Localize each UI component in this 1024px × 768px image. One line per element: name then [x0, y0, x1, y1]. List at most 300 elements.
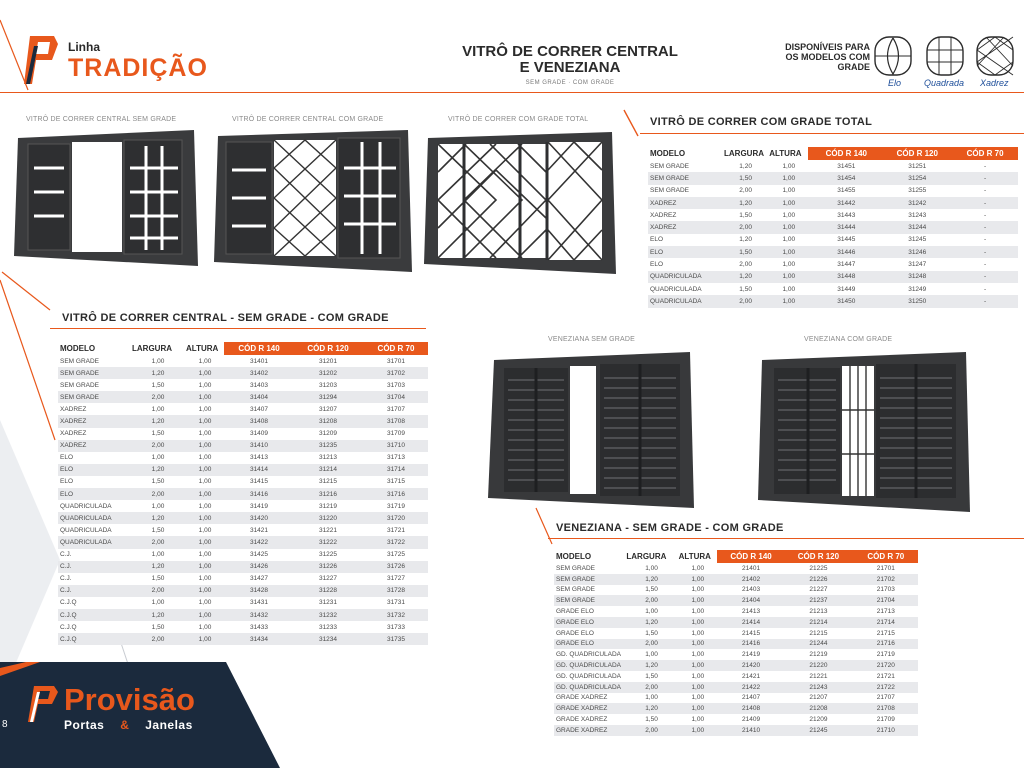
cell-modelo: ELO: [58, 464, 130, 476]
cell-r120: 31235: [292, 440, 362, 452]
cell-r140: 31447: [837, 261, 856, 269]
cell-r140: 21403: [742, 586, 761, 594]
cell-r120: 21219: [809, 651, 828, 659]
cell-largura: 1,50: [151, 478, 165, 486]
cell-r120: 21208: [783, 703, 851, 714]
cell-r120: 31248: [882, 271, 950, 283]
cell-modelo: XADREZ: [58, 440, 130, 452]
cell-largura: 2,00: [130, 633, 184, 645]
table-row: [58, 512, 428, 524]
cell-r140: 21419: [742, 651, 761, 659]
table-row: [58, 464, 428, 476]
cell-largura: 1,20: [739, 162, 752, 170]
cell-r70: 31721: [386, 526, 406, 534]
cell-largura: 1,00: [151, 502, 165, 510]
cell-r120: 21237: [783, 595, 851, 606]
cell-r140: 31419: [249, 502, 269, 510]
cell-r120: 31221: [318, 526, 338, 534]
cell-modelo: QUADRICULADA: [650, 285, 702, 293]
cell-r70: 21704: [852, 595, 918, 606]
accent-slash-2: [0, 270, 60, 330]
cell-r120: 31254: [882, 172, 950, 184]
cell-largura: 2,00: [130, 488, 184, 500]
cell-largura: 1,20: [624, 574, 676, 585]
cell-r70: 31714: [362, 464, 428, 476]
page-title-line2: E VENEZIANA: [519, 59, 621, 76]
cell-largura: 2,00: [130, 536, 184, 548]
cell-altura: 1,00: [677, 595, 717, 606]
cell-altura: 1,00: [677, 617, 717, 628]
cell-largura: 1,50: [645, 716, 658, 724]
table-row: [554, 606, 918, 617]
cell-modelo: ELO: [650, 236, 664, 244]
cell-largura: 1,20: [130, 609, 184, 621]
table-grade-total-divider: [640, 133, 1024, 134]
cell-r70: 21721: [876, 672, 895, 680]
cell-r120: 31207: [318, 405, 338, 413]
col-largura: LARGURA: [724, 149, 764, 158]
cell-largura: 1,00: [151, 599, 165, 607]
cell-r70: 31719: [386, 502, 406, 510]
cell-altura: 1,00: [677, 725, 717, 736]
cell-r140: 31443: [837, 211, 856, 219]
cell-modelo: GD. QUADRICULADA: [554, 682, 624, 693]
provisao-brand-name: Provisão: [64, 682, 195, 717]
table-row: [648, 209, 1018, 221]
cell-altura: 1,00: [691, 716, 705, 724]
accent-slash: [622, 108, 640, 138]
cell-altura: 1,00: [184, 464, 224, 476]
cell-r140: 21409: [742, 716, 761, 724]
cell-modelo: SEM GRADE: [58, 367, 130, 379]
table-row: [58, 488, 428, 500]
table-row: [648, 197, 1018, 209]
cell-largura: 2,00: [722, 221, 767, 233]
col-r120: CÓD R 120: [882, 147, 950, 160]
cell-r120: 21213: [809, 608, 828, 616]
cell-r70: -: [950, 295, 1018, 307]
cell-modelo: QUADRICULADA: [648, 295, 722, 307]
table-central-divider: [50, 328, 426, 329]
cell-largura: 1,50: [739, 211, 752, 219]
cell-r70: 31726: [362, 561, 428, 573]
cell-r120: 21207: [809, 694, 828, 702]
cell-r70: 21702: [852, 574, 918, 585]
available-line2: OS MODELOS COM: [785, 52, 870, 62]
cell-r140: 31407: [249, 405, 269, 413]
cell-r70: -: [983, 162, 987, 170]
table-row: [648, 221, 1018, 233]
cell-modelo: QUADRICULADA: [60, 526, 112, 534]
logo-tradicao-text: TRADIÇÃO: [68, 54, 208, 82]
cell-r140: 21422: [717, 682, 783, 693]
col-r70: CÓD R 70: [852, 550, 918, 563]
cell-altura: 1,00: [677, 639, 717, 650]
cell-altura: 1,00: [198, 623, 212, 631]
table-row: [648, 246, 1018, 258]
cell-r120: 21245: [783, 725, 851, 736]
caption-central-sem-grade: VITRÔ DE CORRER CENTRAL SEM GRADE: [26, 116, 177, 123]
cell-r70: 31709: [386, 430, 406, 438]
page-title: [430, 44, 710, 76]
table-row: [58, 573, 428, 585]
portas-janelas-tagline: [64, 718, 193, 732]
cell-r70: 31707: [386, 405, 406, 413]
table-row: [58, 355, 428, 367]
cell-modelo: XADREZ: [648, 197, 722, 209]
cell-r140: 21407: [742, 694, 761, 702]
cell-altura: 1,00: [198, 357, 212, 365]
available-for-grade-label: [770, 42, 870, 72]
col-altura: ALTURA: [186, 344, 219, 353]
cell-r140: 31404: [224, 391, 292, 403]
caption-grade-total: VITRÔ DE CORRER COM GRADE TOTAL: [448, 116, 589, 123]
table-row: [648, 172, 1018, 184]
cell-largura: 1,50: [151, 575, 165, 583]
cell-r120: 31294: [292, 391, 362, 403]
table-row: [554, 671, 918, 682]
cell-modelo: GRADE ELO: [554, 639, 624, 650]
cell-modelo: C.J.Q: [58, 609, 130, 621]
cell-altura: 1,00: [782, 162, 796, 170]
cell-altura: 1,00: [782, 285, 796, 293]
table-row: [58, 597, 428, 609]
window-grade-total-image: [424, 130, 616, 276]
cell-r140: 31401: [249, 357, 269, 365]
cell-r70: 21707: [876, 694, 895, 702]
cell-modelo: XADREZ: [60, 405, 87, 413]
table-row: [554, 649, 918, 660]
cell-r120: 31244: [882, 221, 950, 233]
window-central-sem-grade-image: [14, 128, 198, 268]
table-row: [554, 628, 918, 639]
table-row: [554, 703, 918, 714]
cell-modelo: SEM GRADE: [58, 391, 130, 403]
cell-r70: -: [983, 285, 987, 293]
col-largura: LARGURA: [132, 344, 172, 353]
table-row: [58, 561, 428, 573]
tradicao-logo-icon: [24, 36, 58, 84]
cell-modelo: GD. QUADRICULADA: [554, 660, 624, 671]
cell-modelo: C.J.: [60, 551, 72, 559]
cell-r120: 31249: [908, 285, 927, 293]
cell-r70: 21715: [876, 629, 895, 637]
cell-r140: 31425: [249, 551, 269, 559]
table-row: [58, 428, 428, 440]
cell-r140: 31444: [808, 221, 882, 233]
table-row: [58, 415, 428, 427]
cell-r70: 31735: [362, 633, 428, 645]
table-row: [554, 725, 918, 736]
cell-altura: 1,00: [677, 682, 717, 693]
table-row: [58, 609, 428, 621]
cell-r120: 31227: [318, 575, 338, 583]
cell-altura: 1,00: [767, 197, 808, 209]
cell-r120: 21209: [809, 716, 828, 724]
quadrada-grade-icon: [926, 36, 964, 76]
cell-r70: -: [983, 187, 987, 195]
cell-r140: 31432: [224, 609, 292, 621]
cell-r70: 21716: [852, 639, 918, 650]
cell-r70: 31720: [362, 512, 428, 524]
cell-altura: 1,00: [691, 629, 705, 637]
cell-r70: 21709: [876, 716, 895, 724]
quadrada-label: Quadrada: [924, 78, 965, 88]
cell-modelo: SEM GRADE: [60, 357, 100, 365]
table-row: [648, 258, 1018, 270]
cell-altura: 1,00: [677, 574, 717, 585]
cell-r70: -: [950, 246, 1018, 258]
cell-r120: 31246: [882, 246, 950, 258]
cell-r70: 21708: [852, 703, 918, 714]
cell-r120: 31231: [318, 599, 338, 607]
cell-r120: 21221: [809, 672, 828, 680]
cell-modelo: QUADRICULADA: [58, 512, 130, 524]
col-altura: ALTURA: [678, 552, 711, 561]
cell-largura: 1,50: [151, 526, 165, 534]
cell-modelo: XADREZ: [60, 430, 87, 438]
cell-r120: 31220: [292, 512, 362, 524]
cell-r120: 31209: [318, 430, 338, 438]
cell-largura: 1,00: [645, 564, 658, 572]
table-row: [648, 234, 1018, 246]
cell-r70: -: [950, 271, 1018, 283]
cell-r140: 31403: [249, 381, 269, 389]
cell-r140: 31420: [224, 512, 292, 524]
table-row: [58, 536, 428, 548]
cell-altura: 1,00: [198, 454, 212, 462]
table-veneziana: [554, 550, 918, 736]
table-row: [58, 379, 428, 391]
cell-altura: 1,00: [691, 608, 705, 616]
cell-r140: 31415: [249, 478, 269, 486]
cell-altura: 1,00: [691, 694, 705, 702]
cell-altura: 1,00: [767, 271, 808, 283]
table-row: [58, 524, 428, 536]
cell-modelo: ELO: [650, 261, 664, 269]
cell-r70: 31710: [362, 440, 428, 452]
cell-r70: 31704: [362, 391, 428, 403]
cell-modelo: SEM GRADE: [556, 586, 596, 594]
cell-r70: 21710: [852, 725, 918, 736]
table-row: [58, 391, 428, 403]
header-divider: [0, 92, 1024, 93]
page-number: 8: [2, 719, 8, 730]
cell-r140: 31445: [837, 236, 856, 244]
cell-modelo: SEM GRADE: [556, 564, 596, 572]
cell-r120: 21214: [783, 617, 851, 628]
col-r70: CÓD R 70: [362, 342, 428, 355]
cell-largura: 1,20: [130, 512, 184, 524]
caption-veneziana-com-grade: VENEZIANA COM GRADE: [804, 336, 893, 343]
cell-modelo: SEM GRADE: [60, 381, 100, 389]
cell-r140: 21404: [717, 595, 783, 606]
table-row: [58, 585, 428, 597]
cell-r140: 21416: [717, 639, 783, 650]
cell-r70: -: [950, 221, 1018, 233]
table-row: [648, 271, 1018, 283]
cell-r70: 21714: [852, 617, 918, 628]
table-header-row: [554, 550, 918, 563]
cell-altura: 1,00: [184, 633, 224, 645]
cell-largura: 1,00: [151, 551, 165, 559]
veneziana-com-grade-image: [758, 350, 970, 514]
cell-modelo: GRADE ELO: [554, 617, 624, 628]
cell-largura: 2,00: [739, 261, 752, 269]
cell-r120: 31251: [908, 162, 927, 170]
cell-modelo: ELO: [60, 454, 74, 462]
xadrez-grade-icon: [976, 36, 1014, 76]
col-r140: CÓD R 140: [808, 147, 882, 160]
cell-largura: 1,50: [645, 629, 658, 637]
cell-altura: 1,00: [184, 609, 224, 621]
cell-r120: 21225: [809, 564, 828, 572]
cell-altura: 1,00: [782, 211, 796, 219]
cell-r120: 31214: [292, 464, 362, 476]
cell-largura: 1,00: [645, 651, 658, 659]
cell-r140: 21410: [717, 725, 783, 736]
cell-r140: 31414: [224, 464, 292, 476]
cell-modelo: C.J.Q: [60, 623, 77, 631]
cell-r70: 21713: [876, 608, 895, 616]
cell-r70: 31713: [386, 454, 406, 462]
tagline-portas: Portas: [64, 718, 105, 732]
table-row: [554, 682, 918, 693]
accent-slash-3: [534, 506, 554, 546]
cell-r70: 21701: [876, 564, 895, 572]
cell-r140: 31448: [808, 271, 882, 283]
caption-central-com-grade: VITRÔ DE CORRER CENTRAL COM GRADE: [232, 116, 384, 123]
cell-r70: 21719: [876, 651, 895, 659]
cell-modelo: XADREZ: [58, 415, 130, 427]
cell-altura: 1,00: [198, 551, 212, 559]
table-veneziana-title: VENEZIANA - SEM GRADE - COM GRADE: [556, 522, 784, 534]
cell-modelo: QUADRICULADA: [58, 536, 130, 548]
cell-largura: 1,20: [624, 703, 676, 714]
cell-altura: 1,00: [184, 585, 224, 597]
table-row: [58, 440, 428, 452]
cell-largura: 1,50: [645, 586, 658, 594]
table-veneziana-divider: [548, 538, 1024, 539]
cell-largura: 1,50: [739, 285, 752, 293]
cell-r140: 31455: [837, 187, 856, 195]
cell-modelo: SEM GRADE: [554, 574, 624, 585]
cell-r120: 31208: [292, 415, 362, 427]
cell-r120: 21226: [783, 574, 851, 585]
cell-r140: 21414: [717, 617, 783, 628]
table-row: [58, 500, 428, 512]
cell-largura: 1,00: [151, 357, 165, 365]
cell-largura: 2,00: [624, 725, 676, 736]
col-r70: CÓD R 70: [950, 147, 1018, 160]
caption-veneziana-sem-grade: VENEZIANA SEM GRADE: [548, 336, 636, 343]
cell-r120: 31234: [292, 633, 362, 645]
cell-r70: 31715: [386, 478, 406, 486]
cell-r70: 31702: [362, 367, 428, 379]
veneziana-sem-grade-image: [488, 350, 694, 510]
cell-largura: 1,20: [624, 660, 676, 671]
cell-largura: 1,00: [645, 694, 658, 702]
cell-altura: 1,00: [184, 561, 224, 573]
cell-r70: -: [983, 261, 987, 269]
cell-r70: 31731: [386, 599, 406, 607]
cell-modelo: QUADRICULADA: [60, 502, 112, 510]
cell-largura: 1,20: [739, 236, 752, 244]
cell-altura: 1,00: [767, 172, 808, 184]
cell-r70: -: [950, 172, 1018, 184]
cell-r140: 31428: [224, 585, 292, 597]
col-r140: CÓD R 140: [224, 342, 292, 355]
cell-r140: 21401: [742, 564, 761, 572]
cell-r140: 31446: [808, 246, 882, 258]
col-r120: CÓD R 120: [292, 342, 362, 355]
table-row: [554, 639, 918, 650]
cell-largura: 2,00: [130, 391, 184, 403]
cell-r140: 21421: [742, 672, 761, 680]
cell-modelo: ELO: [58, 488, 130, 500]
cell-altura: 1,00: [198, 599, 212, 607]
cell-r140: 31402: [224, 367, 292, 379]
cell-r140: 31449: [837, 285, 856, 293]
cell-r120: 31219: [318, 502, 338, 510]
provisao-logo-icon: [28, 686, 58, 722]
cell-r140: 31421: [249, 526, 269, 534]
cell-largura: 2,00: [130, 440, 184, 452]
cell-altura: 1,00: [767, 295, 808, 307]
cell-largura: 2,00: [624, 595, 676, 606]
cell-r120: 31250: [882, 295, 950, 307]
cell-r120: 31245: [908, 236, 927, 244]
cell-r140: 31413: [249, 454, 269, 462]
cell-r120: 31228: [292, 585, 362, 597]
cell-r140: 31409: [249, 430, 269, 438]
col-modelo: MODELO: [650, 149, 686, 158]
cell-largura: 1,50: [645, 672, 658, 680]
cell-r140: 21408: [717, 703, 783, 714]
cell-r140: 31442: [808, 197, 882, 209]
available-line1: DISPONÍVEIS PARA: [785, 42, 870, 52]
cell-r140: 31410: [224, 440, 292, 452]
cell-altura: 1,00: [184, 488, 224, 500]
cell-r70: -: [983, 236, 987, 244]
cell-r120: 31213: [318, 454, 338, 462]
cell-r140: 21402: [717, 574, 783, 585]
cell-r70: 21703: [876, 586, 895, 594]
cell-altura: 1,00: [691, 672, 705, 680]
xadrez-label: Xadrez: [980, 78, 1009, 88]
cell-largura: 2,00: [722, 295, 767, 307]
cell-r120: 31222: [292, 536, 362, 548]
cell-largura: 2,00: [130, 585, 184, 597]
cell-r120: 31201: [318, 357, 338, 365]
table-row: [554, 563, 918, 574]
cell-r70: 31733: [386, 623, 406, 631]
cell-altura: 1,00: [184, 440, 224, 452]
table-row: [554, 714, 918, 725]
cell-modelo: GRADE XADREZ: [554, 703, 624, 714]
cell-largura: 1,00: [151, 454, 165, 462]
cell-r70: 31722: [362, 536, 428, 548]
cell-modelo: C.J.: [60, 575, 72, 583]
page-subtitle: SEM GRADE · COM GRADE: [525, 80, 615, 86]
cell-r120: 31247: [908, 261, 927, 269]
cell-r120: 31232: [292, 609, 362, 621]
cell-r70: -: [950, 197, 1018, 209]
cell-r120: 31226: [292, 561, 362, 573]
cell-largura: 1,20: [722, 271, 767, 283]
table-row: [554, 585, 918, 596]
cell-r70: 31701: [386, 357, 406, 365]
